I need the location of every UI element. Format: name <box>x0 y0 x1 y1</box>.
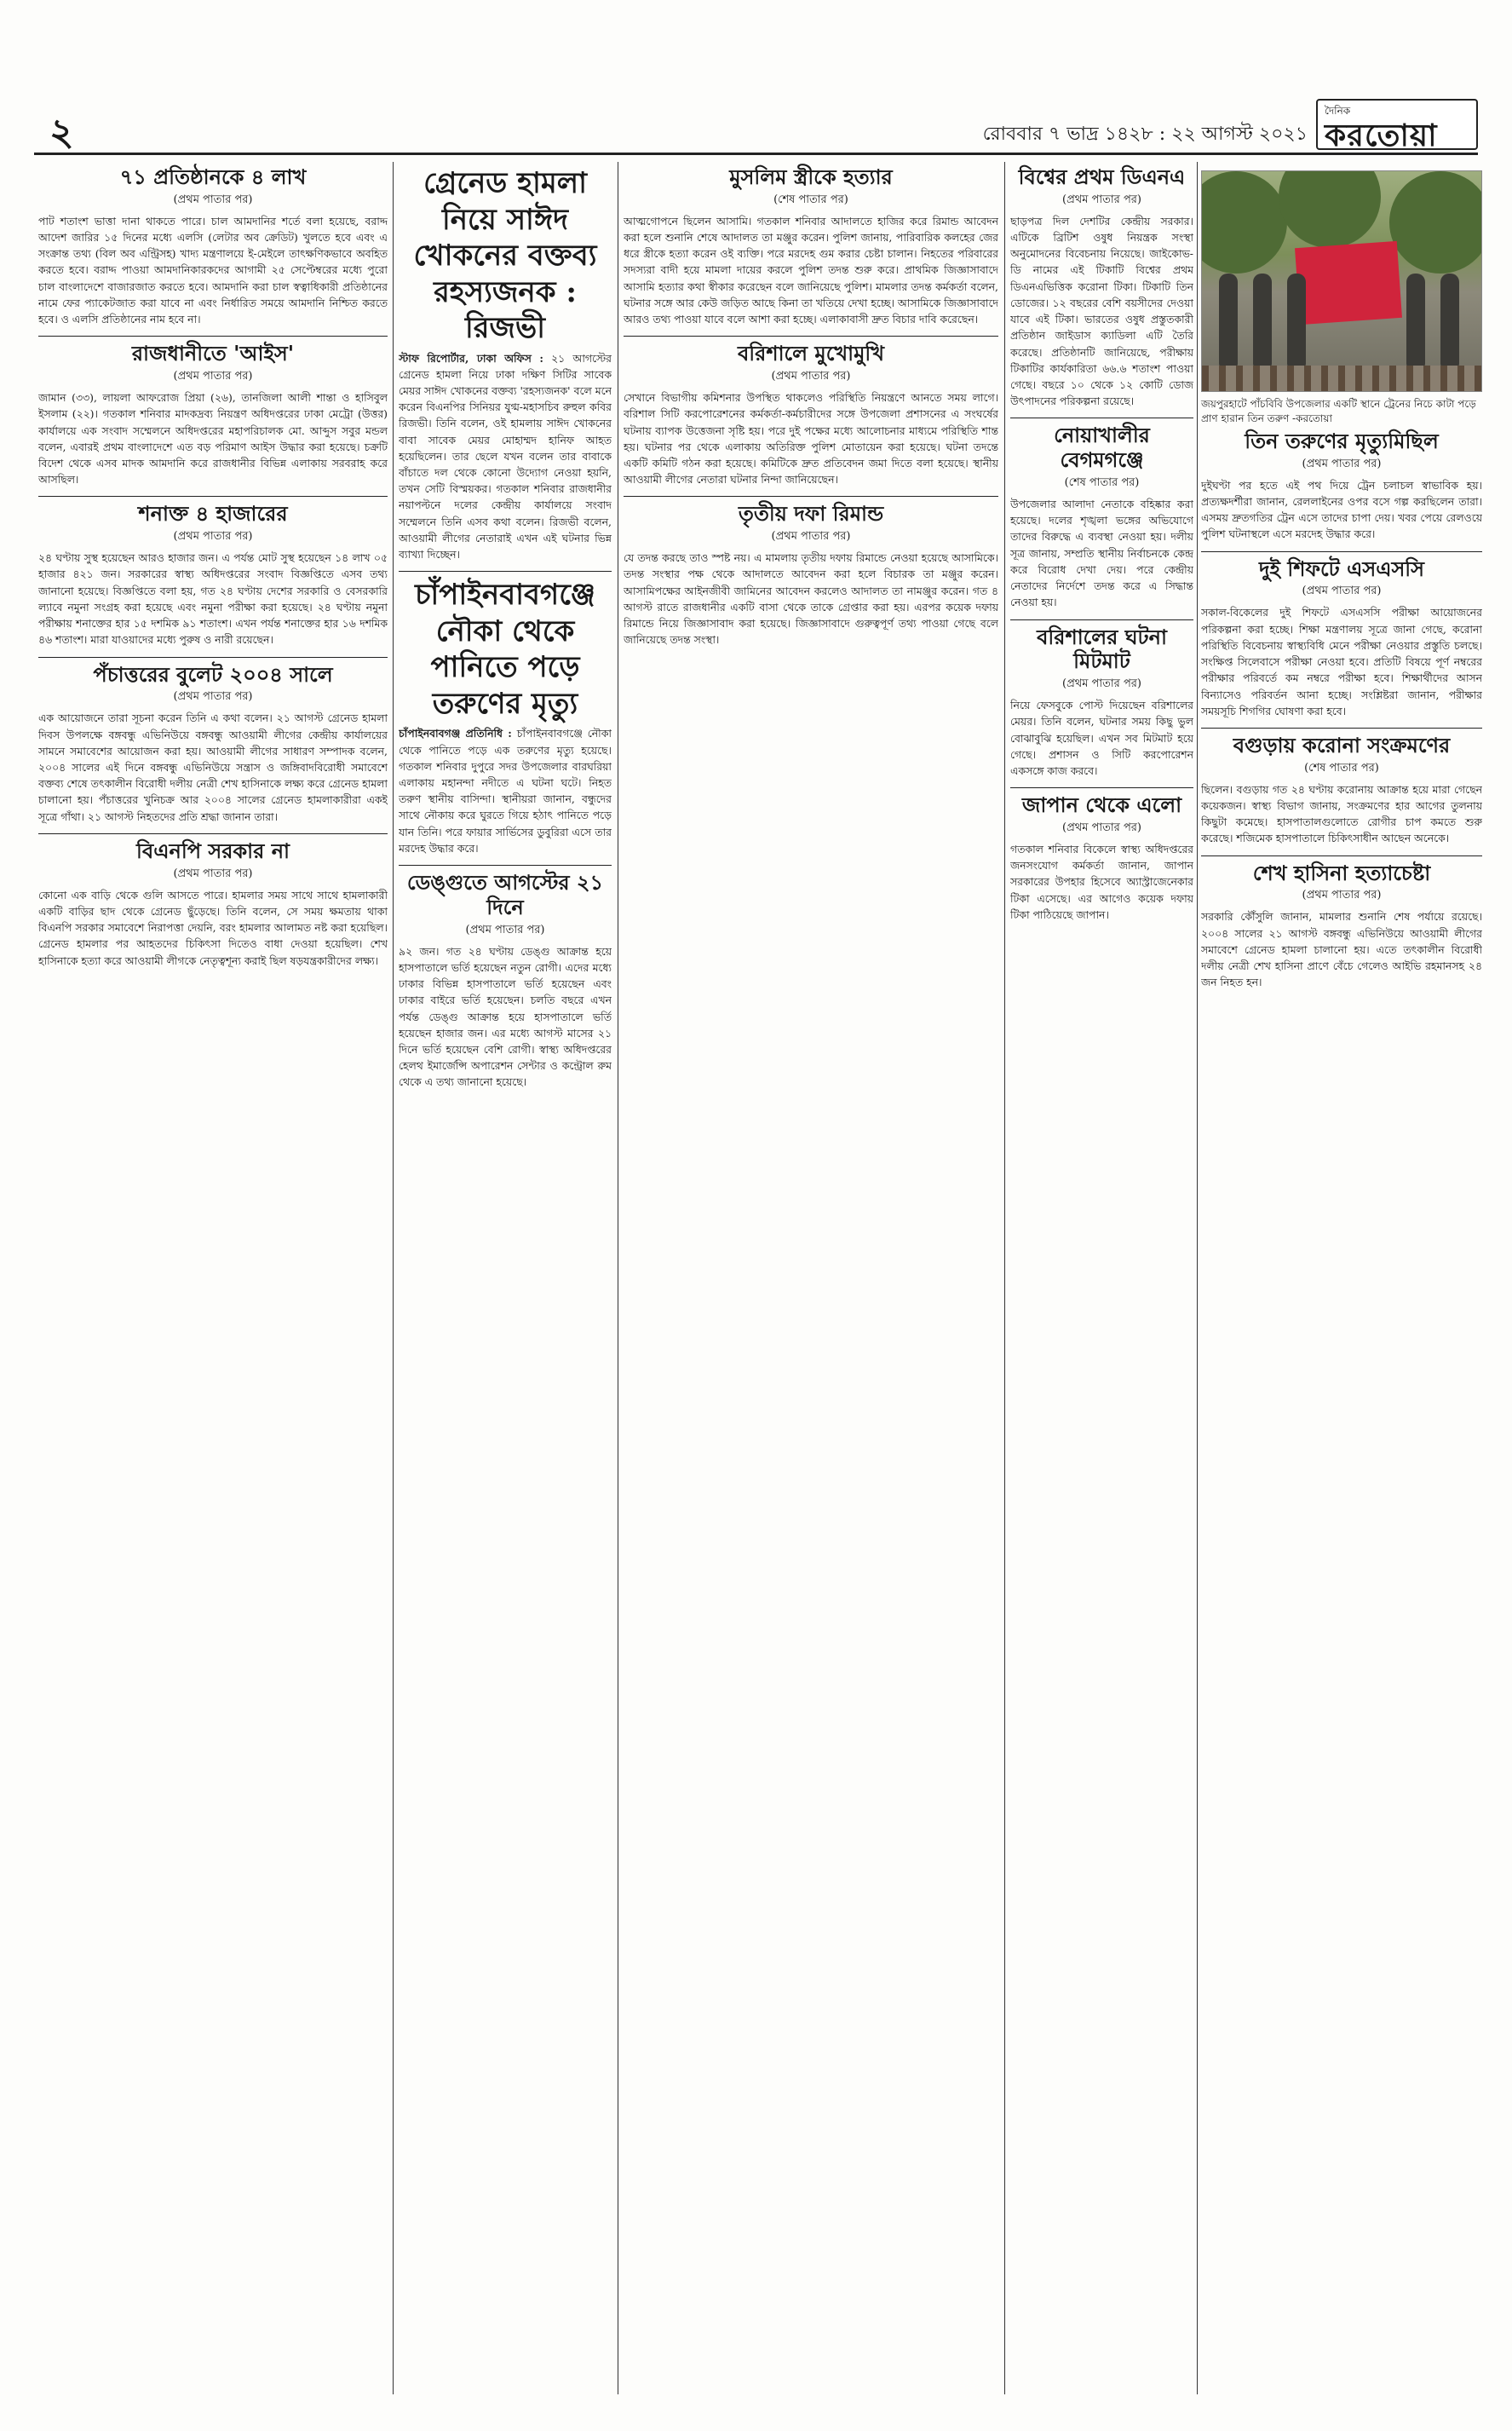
article-headline[interactable]: বিএনপি সরকার না <box>136 838 290 863</box>
article-dateline: চাঁপাইনবাবগঞ্জ প্রতিনিধি : <box>399 727 512 740</box>
continuation-note: (প্রথম পাতার পর) <box>1062 677 1141 691</box>
photo-person <box>1406 274 1425 367</box>
article-headline[interactable]: শেখ হাসিনা হত্যাচেষ্টা <box>1252 860 1431 885</box>
article <box>1201 734 1482 847</box>
article-headline[interactable]: বগুড়ায় করোনা সংক্রমণের <box>1233 733 1451 758</box>
photo-tree <box>1279 170 1381 248</box>
article <box>38 165 388 327</box>
article-headline[interactable]: গ্রেনেড হামলা নিয়ে সাঈদ খোকনের বক্তব্য রহস্যজনক : রিজভী <box>413 166 597 345</box>
article <box>38 342 388 487</box>
article-body: গতকাল শনিবার বিকেলে স্বাস্থ্য অধিদপ্তরের জনসংযোগ কর্মকর্তা জানান, জাপান সরকারের উপহার হিসেবে অ্যাস্ট্রাজেনেকার টিকা এসেছে। এর আগেও কয়েক দফায় টিকা পাঠিয়েছে জাপান। <box>1010 843 1193 921</box>
article-body: ৯২ জন। গত ২৪ ঘণ্টায় ডেঙ্গু আক্রান্ত হয়ে হাসপাতালে ভর্তি হয়েছেন নতুন রোগী। এদের মধ্যে ঢাকার বিভিন্ন হাসপাতালে ভর্তি হয়েছেন এবং ঢাকার বাইরে ভর্তি হয়েছেন। চলতি বছরে এখন পর্যন্ত ডেঙ্গু আক্রান্ত হয়ে হাসপাতালে ভর্তি হয়েছেন হাজার জন। এর মধ্যে আগস্ট মাসের ২১ দিনে ভর্তি হয়েছেন বেশি রোগী। স্বাস্থ্য অধিদপ্তরের হেলথ ইমার্জেন্সি অপারেশন সেন্টার ও কন্ট্রোল রুম থেকে এ তথ্য জানানো হয়েছে। <box>399 944 612 1089</box>
article-body: জামান (৩৩), লায়লা আফরোজ প্রিয়া (২৬), তানজিলা আলী শান্তা ও হাসিবুল ইসলাম (২২)। গতকাল শনিবার মাদকদ্রব্য নিয়ন্ত্রণ অধিদপ্তরের ঢাকা মেট্রো (উত্তর) কার্যালয়ে এক সংবাদ সম্মেলনে অধিদপ্তরের মহাপরিচালক মো. আব্দুস সবুর মন্ডল বলেন, এবারই প্রথম বাংলাদেশে এত বড় পরিমাণ আইস উদ্ধার করা হয়েছে। চক্রটি বিদেশ থেকে এসব মাদক আমদানি করে রাজধানীর বিভিন্ন এলাকায় সরবরাহ করে আসছিল। <box>38 391 388 487</box>
article <box>38 663 388 825</box>
continuation-note: (প্রথম পাতার পর) <box>1302 585 1382 598</box>
photo-person <box>1253 274 1272 367</box>
article <box>1010 625 1193 780</box>
photo-person <box>1219 274 1238 367</box>
continuation-note: (প্রথম পাতার পর) <box>173 690 253 704</box>
column-5 <box>1201 426 1482 2403</box>
article <box>624 165 998 327</box>
continuation-note: (শেষ পাতার পর) <box>773 193 848 206</box>
article-headline[interactable]: বিশ্বের প্রথম ডিএনএ <box>1018 164 1186 189</box>
article <box>1201 861 1482 991</box>
article <box>399 871 612 1091</box>
continuation-note: (প্রথম পাতার পর) <box>1302 457 1382 470</box>
article-headline[interactable]: দুই শিফটে এসএসসি <box>1258 556 1425 581</box>
article <box>38 502 388 648</box>
continuation-note: (শেষ পাতার পর) <box>1304 761 1379 775</box>
article-body: ছাড়পত্র দিল দেশটির কেন্দ্রীয় সরকার। এটিকে ব্রিটিশ ওষুধ নিয়ন্ত্রক সংস্থা অনুমোদনের বিবেচনায় নিয়েছে। জাইকোভ-ডি নামের এই টিকাটি বিশ্বের প্রথম ডিএনএভিত্তিক করোনা টিকা। টিকাটি তিন ডোজের। ১২ বছরের বেশি বয়সীদের দেওয়া যাবে এই টিকা। ভারতের ওষুধ প্রস্তুতকারী প্রতিষ্ঠান জাইডাস ক্যাডিলা এটি তৈরি করেছে। প্রতিষ্ঠানটি জানিয়েছে, পরীক্ষায় টিকাটির কার্যকারিতা ৬৬.৬ শতাংশ পাওয়া গেছে। বছরে ১০ থেকে ১২ কোটি ডোজ উৎপাদনের পরিকল্পনা রয়েছে। <box>1010 214 1193 408</box>
page-number: ২ <box>49 111 74 154</box>
column-3 <box>624 162 998 2403</box>
article-body: চাঁপাইনবাবগঞ্জে নৌকা থেকে পানিতে পড়ে এক তরুণের মৃত্যু হয়েছে। গতকাল শনিবার দুপুরে সদর উপজেলার বারঘরিয়া এলাকায় মহানন্দা নদীতে এ ঘটনা ঘটে। নিহত তরুণ স্থানীয় বাসিন্দা। স্থানীয়রা জানান, বন্ধুদের সাথে নৌকায় করে ঘুরতে গিয়ে হঠাৎ পানিতে পড়ে যান তিনি। পরে ফায়ার সার্ভিসের ডুবুরিরা এসে তার মরদেহ উদ্ধার করে। <box>399 727 612 855</box>
article-headline[interactable]: বরিশালে মুখোমুখি <box>737 341 885 366</box>
article-body: উপজেলার আলাদা নেতাকে বহিষ্কার করা হয়েছে। দলের শৃঙ্খলা ভঙ্গের অভিযোগে তাদের বিরুদ্ধে এ ব্যবস্থা নেওয়া হয়। দলীয় সূত্র জানায়, সম্প্রতি স্থানীয় নির্বাচনকে কেন্দ্র করে বিরোধ দেখা দেয়। পরে কেন্দ্রীয় নেতাদের নির্দেশে তদন্ত করে এ সিদ্ধান্ত নেওয়া হয়। <box>1010 498 1193 609</box>
logo-name: করতোয়া <box>1325 118 1438 153</box>
photo-rail-track <box>1202 366 1481 391</box>
continuation-note: (প্রথম পাতার পর) <box>173 867 253 880</box>
article-body: সকাল-বিকেলের দুই শিফটে এসএসসি পরীক্ষা আয়োজনের পরিকল্পনা করা হচ্ছে। শিক্ষা মন্ত্রণালয় সূত্রে জানা গেছে, করোনা পরিস্থিতি বিবেচনায় স্বাস্থ্যবিধি মেনে পরীক্ষা নেওয়ার প্রস্তুতি চলছে। সংক্ষিপ্ত সিলেবাসে পরীক্ষা নেওয়া হবে। প্রতিটি বিষয়ে পূর্ণ নম্বরের পরীক্ষার পরিবর্তে কম নম্বরে পরীক্ষা হবে। শিক্ষার্থীদের আসন বিন্যাসেও পরিবর্তন আনা হচ্ছে। সংশ্লিষ্টরা জানান, পরীক্ষার সময়সূচি শিগগির ঘোষণা করা হবে। <box>1201 606 1482 717</box>
newspaper-logo <box>1316 99 1478 153</box>
article-headline[interactable]: জাপান থেকে এলো <box>1021 792 1182 818</box>
column-divider <box>1197 162 1198 2394</box>
photo-red-cloth <box>1295 241 1402 325</box>
continuation-note: (প্রথম পাতার পর) <box>173 530 253 544</box>
article-dateline: স্টাফ রিপোর্টার, ঢাকা অফিস : <box>399 351 543 365</box>
article-headline[interactable]: মুসলিম স্ত্রীকে হত্যার <box>729 164 893 189</box>
article-body: যে তদন্ত করছে তাও স্পষ্ট নয়। এ মামলায় তৃতীয় দফায় রিমান্ডে নেওয়া হয়েছে আসামিকে। তদন্ত সংস্থার পক্ষ থেকে আদালতে আবেদন করা হলে বিচারক তা মঞ্জুর করেন। আসামিপক্ষের আইনজীবী জামিনের আবেদন করলেও আদালত তা নামঞ্জুর করেন। গত ৪ আগস্ট রাতে রাজধানীর একটি বাসা থেকে তাকে গ্রেপ্তার করা হয়। এরপর কয়েক দফায় রিমান্ডে নিয়ে জিজ্ঞাসাবাদ করা হয়েছে। জিজ্ঞাসাবাদে গুরুত্বপূর্ণ তথ্য পাওয়া গেছে বলে জানিয়েছে তদন্ত সংস্থা। <box>624 551 998 647</box>
photo-person <box>1287 274 1306 367</box>
article-body: পাট শতাংশ ভাত্তা দানা থাকতে পারে। চাল আমদানির শর্তে বলা হয়েছে, বরাদ্দ আদেশ জারির ১৫ দিনের মধ্যে এলসি (লেটার অব ক্রেডিট) খুলতে হবে এবং এ সংক্রান্ত তথ্য (বিল অব এন্ট্রিসহ) খাদ্য মন্ত্রণালয়ে ই-মেইলে তাৎক্ষণিকভাবে অবহিত করতে হবে। বরাদ্দ পাওয়া আমদানিকারকদের আগামী ২৫ সেপ্টেম্বরের মধ্যে পুরো চাল বাংলাদেশে বাজারজাত করতে হবে। আমদানি করা চাল স্বত্বাধিকারী প্রতিষ্ঠানের নামে ফের প্যাকেটজাত করা যাবে না এবং নির্ধারিত সময়ে আমদানি নিশ্চিত করতে হবে। ও এলসি প্রতিষ্ঠানের নাম হবে না। <box>38 214 388 326</box>
photo-person <box>1440 274 1459 367</box>
article-headline[interactable]: তিন তরুণের মৃত্যুমিছিল <box>1245 429 1439 453</box>
article <box>1201 557 1482 719</box>
article <box>624 342 998 487</box>
article-headline[interactable]: ডেঙ্গুতে আগস্টের ২১ দিনে <box>406 870 604 919</box>
photo-tree <box>1201 171 1287 274</box>
article <box>38 839 388 969</box>
article-body: ২৪ ঘণ্টায় সুস্থ হয়েছেন আরও হাজার জন। এ পর্যন্ত মোট সুস্থ হয়েছেন ১৪ লাখ ০৫ হাজার ৪২১ জন। সরকারের স্বাস্থ্য অধিদপ্তরের সংবাদ বিজ্ঞপ্তিতে এসব তথ্য জানানো হয়েছে। বিজ্ঞপ্তিতে বলা হয়, গত ২৪ ঘণ্টায় দেশের সরকারি ও বেসরকারি ল্যাবে নমুনা সংগ্রহ করা হয়েছে এবং নমুনা পরীক্ষা করা হয়েছে। ২৪ ঘণ্টায় নমুনা পরীক্ষায় শনাক্তের হার ১৫ দশমিক ৯১ শতাংশ। এখন পর্যন্ত শনাক্তের হার ১৬ দশমিক ৪৬ শতাংশ। মারা যাওয়াদের মধ্যে পুরুষ ও নারী রয়েছেন। <box>38 551 388 647</box>
article-body: সরকারি কৌঁসুলি জানান, মামলার শুনানি শেষ পর্যায়ে রয়েছে। ২০০৪ সালের ২১ আগস্ট বঙ্গবন্ধু এভিনিউয়ে আওয়ামী লীগের সমাবেশে গ্রেনেড হামলা চালানো হয়। এতে তৎকালীন বিরোধী দলীয় নেত্রী শেখ হাসিনা প্রাণে বেঁচে গেলেও আইভি রহমানসহ ২৪ জন নিহত হন। <box>1201 910 1482 989</box>
continuation-note: (প্রথম পাতার পর) <box>771 530 851 544</box>
column-divider <box>393 162 394 2394</box>
article-headline[interactable]: তৃতীয় দফা রিমান্ড <box>738 501 884 527</box>
photo-caption: জয়পুরহাটে পাঁচবিবি উপজেলার একটি স্থানে ট্রেনের নিচে কাটা পড়ে প্রাণ হারান তিন তরুণ -করতোয়া <box>1201 398 1476 424</box>
article <box>624 502 998 648</box>
continuation-note: (প্রথম পাতার পর) <box>1062 193 1141 206</box>
article <box>1010 793 1193 923</box>
continuation-note: (প্রথম পাতার পর) <box>1302 889 1382 902</box>
column-1 <box>38 162 388 2403</box>
article-headline[interactable]: রাজধানীতে 'আইস' <box>131 341 295 366</box>
article-body: সেখানে বিভাগীয় কমিশনার উপস্থিত থাকলেও পরিস্থিতি নিয়ন্ত্রণে আনতে সময় লাগে। বরিশাল সিটি করপোরেশনের কর্মকর্তা-কর্মচারীদের সঙ্গে উপজেলা প্রশাসনের এ সংঘর্ষের ঘটনায় ব্যাপক উত্তেজনা সৃষ্টি হয়। পরে দুই পক্ষের মধ্যে আলোচনার মাধ্যমে পরিস্থিতি শান্ত হয়। ঘটনার পর থেকে এলাকায় অতিরিক্ত পুলিশ মোতায়েন করা হয়েছে। ঘটনা তদন্তে একটি কমিটি গঠন করা হয়েছে। কমিটিকে দ্রুত প্রতিবেদন জমা দিতে বলা হয়েছে। স্থানীয় আওয়ামী লীগের নেতারা ঘটনার নিন্দা জানিয়েছেন। <box>624 391 998 487</box>
article-body: এক আয়োজনে তারা সূচনা করেন তিনি এ কথা বলেন। ২১ আগস্ট গ্রেনেড হামলা দিবস উপলক্ষে বঙ্গবন্ধু এভিনিউয়ে বঙ্গবন্ধু আওয়ামী লীগের কেন্দ্রীয় কার্যালয়ের সামনে সমাবেশের আয়োজন করা হয়। আওয়ামী লীগের সাধারণ সম্পাদক বলেন, ২০০৪ সালের এই দিনে বঙ্গবন্ধু এভিনিউয়ে সন্ত্রাস ও জঙ্গিবাদবিরোধী সমাবেশে বক্তব্য শেষে তৎকালীন বিরোধী দলীয় নেত্রী শেখ হাসিনাকে লক্ষ্য করে গ্রেনেড হামলা চালানো হয়। পঁচাত্তরের খুনিচক্র আর ২০০৪ সালের গ্রেনেড হামলাকারীরা একই সূত্রে গাঁথা। ২১ আগস্ট নিহতদের প্রতি শ্রদ্ধা জানান তারা। <box>38 711 388 823</box>
masthead <box>34 104 1478 155</box>
article <box>1010 423 1193 610</box>
column-4 <box>1010 162 1193 2403</box>
article-body: দুইঘণ্টা পর হতে এই পথ দিয়ে ট্রেন চলাচল স্বাভাবিক হয়। প্রত্যক্ষদর্শীরা জানান, রেললাইনের ওপর বসে গল্প করছিলেন তারা। এসময় দ্রুতগতির ট্রেন এসে তাদের চাপা দেয়। খবর পেয়ে রেলওয়ে পুলিশ ঘটনাস্থলে এসে মরদেহ উদ্ধার করে। <box>1201 478 1482 541</box>
article <box>1201 429 1482 543</box>
article-headline[interactable]: চাঁপাইনবাবগঞ্জে নৌকা থেকে পানিতে পড়ে তরুণের মৃত্যু <box>415 578 595 721</box>
issue-date: রোববার ৭ ভাদ্র ১৪২৮ : ২২ আগস্ট ২০২১ <box>982 124 1308 145</box>
article-headline[interactable]: নোয়াখালীর বেগমগঞ্জে <box>1054 423 1150 473</box>
article <box>399 165 612 562</box>
article-body: কোনো এক বাড়ি থেকে গুলি আসতে পারে। হামলার সময় সাথে সাথে হামলাকারী একটি বাড়ির ছাদ থেকে গ্রেনেড ছুঁড়েছে। তিনি বলেন, সে সময় ক্ষমতায় থাকা বিএনপি সরকার সমাবেশে নিরাপত্তা দেয়নি, বরং হামলার আলামত নষ্ট করা হয়েছিল। গ্রেনেড হামলার পর আহতদের চিকিৎসা দিতেও বাধা দেওয়া হয়েছিল। শেখ হাসিনাকে হত্যা করে আওয়ামী লীগকে নেতৃত্বশূন্য করাই ছিল ষড়যন্ত্রকারীদের লক্ষ্য। <box>38 888 388 967</box>
article-body: ছিলেন। বগুড়ায় গত ২৪ ঘণ্টায় করোনায় আক্রান্ত হয়ে মারা গেছেন কয়েকজন। স্বাস্থ্য বিভাগ জানায়, সংক্রমণের হার আগের তুলনায় কিছুটা কমেছে। হাসপাতালগুলোতে রোগীর চাপ কমতে শুরু করেছে। শজিমেক হাসপাতালে চিকিৎসাধীন আছেন অনেকে। <box>1201 782 1482 845</box>
article-body: আত্মগোপনে ছিলেন আসামি। গতকাল শনিবার আদালতে হাজির করে রিমান্ড আবেদন করা হলে শুনানি শেষে আদালত তা মঞ্জুর করেন। পুলিশ জানায়, পারিবারিক কলহের জের ধরে স্ত্রীকে হত্যা করেন ওই ব্যক্তি। পরে মরদেহ গুম করার চেষ্টা চালান। নিহতের পরিবারের সদস্যরা বাদী হয়ে মামলা দায়ের করলে পুলিশ তদন্ত শুরু করে। প্রাথমিক জিজ্ঞাসাবাদে আসামি হত্যার কথা স্বীকার করেছেন বলে জানিয়েছে পুলিশ। মামলার তদন্ত কর্মকর্তা বলেন, ঘটনার সঙ্গে আর কেউ জড়িত আছে কিনা তা খতিয়ে দেখা হচ্ছে। আসামিকে জিজ্ঞাসাবাদে আরও তথ্য পাওয়া যাবে বলে আশা করা হচ্ছে। এলাকাবাসী দ্রুত বিচার দাবি করেছেন। <box>624 214 998 326</box>
article <box>399 577 612 856</box>
continuation-note: (প্রথম পাতার পর) <box>173 370 253 383</box>
news-photo[interactable] <box>1201 170 1482 392</box>
article-body: নিয়ে ফেসবুকে পোস্ট দিয়েছেন বরিশালের মেয়র। তিনি বলেন, ঘটনার সময় কিছু ভুল বোঝাবুঝি হয়েছিল। এখন সব মিটমাট হয়ে গেছে। প্রশাসন ও সিটি করপোরেশন একসঙ্গে কাজ করবে। <box>1010 699 1193 778</box>
continuation-note: (শেষ পাতার পর) <box>1064 476 1140 490</box>
article-headline[interactable]: ৭১ প্রতিষ্ঠানকে ৪ লাখ <box>119 164 307 189</box>
continuation-note: (প্রথম পাতার পর) <box>173 193 253 206</box>
column-2 <box>399 162 612 2403</box>
continuation-note: (প্রথম পাতার পর) <box>1062 821 1141 835</box>
photo-tree <box>1389 171 1482 274</box>
article-body: ২১ আগস্টের গ্রেনেড হামলা নিয়ে ঢাকা দক্ষিণ সিটির সাবেক মেয়র সাঈদ খোকনের বক্তব্য 'রহস্যজনক' বলে মনে করেন বিএনপির সিনিয়র যুগ্ম-মহাসচিব রুহুল কবির রিজভী। তিনি বলেন, ওই হামলায় সাঈদ খোকনের বাবা সাবেক মেয়র মোহাম্মদ হানিফ আহত হয়েছিলেন। তার ছেলে যখন বলেন তার বাবাকে বাঁচাতে দল থেকে কোনো উদ্যোগ নেওয়া হয়নি, তখন সেটি বিস্ময়কর। গতকাল শনিবার রাজধানীর নয়াপল্টনে দলের কেন্দ্রীয় কার্যালয়ে সংবাদ সম্মেলনে তিনি এসব কথা বলেন। রিজভী বলেন, আওয়ামী লীগের নেতারাই এখন এই ঘটনার ভিন্ন ব্যাখ্যা দিচ্ছেন। <box>399 351 612 562</box>
logo-prefix: দৈনিক <box>1325 105 1351 117</box>
article-headline[interactable]: শনাক্ত ৪ হাজারের <box>138 501 288 527</box>
article-headline[interactable]: পঁচাত্তরের বুলেট ২০০৪ সালে <box>93 661 333 687</box>
column-divider <box>1004 162 1005 2394</box>
continuation-note: (প্রথম পাতার পর) <box>771 370 851 383</box>
continuation-note: (প্রথম পাতার পর) <box>465 923 545 936</box>
article-headline[interactable]: বরিশালের ঘটনা মিটমাট <box>1037 624 1167 674</box>
article <box>1010 165 1193 409</box>
